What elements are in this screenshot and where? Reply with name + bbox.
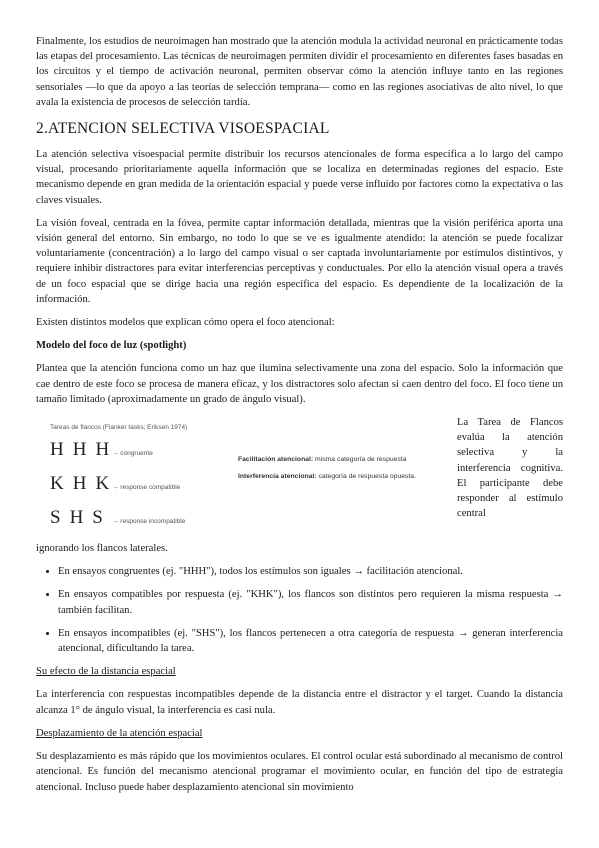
distance-paragraph: La interferencia con respuestas incompatibles depende de la distancia entre el distractor y el target. Cuando la distancia alcanza 1° de ángulo visual, la interferencia es casi nula. <box>36 689 563 716</box>
list-item: • En ensayos incompatibles (ej. "SHS"), los flancos pertenecen a otra categoría de respuesta → generan interferencia atencional, dificultando la tarea. <box>58 626 563 656</box>
figure-letters-incompatible: SHS <box>50 507 112 529</box>
figure-label-congruent: → congruente <box>112 450 153 458</box>
figure-interference-note <box>238 473 416 480</box>
interference-term: Interferencia atencional: <box>238 473 317 481</box>
flanker-side-text: La Tarea de Flancos evalúa la atención selectiva y la interferencia cognitiva. El participante debe responder al estímulo central <box>457 417 563 520</box>
figure-facilitation-note <box>238 456 407 463</box>
paragraph-2: La visión foveal, centrada en la fóvea, permite captar información detallada, mientras que la visión periférica aporta una visión general del entorno. Sin embargo, no todo lo que se ve es igualmente atendido: la atención se puede focalizar voluntariamente (concentración) a lo largo del campo visual o ser captada involuntariamente por estímulos distintivos, y requiere inhibir distractores para evitar interferencias perceptivas y conductuales. Por ello la atención visual opera a través de un foco espacial que se dirige hacia una región específica del espacio. Es dependiente de la localización de la información. <box>36 217 563 305</box>
flanker-side-text-tail: ignorando los flancos laterales. <box>36 543 168 555</box>
flanker-section <box>36 415 563 545</box>
paragraph-4: Plantea que la atención funciona como un haz que ilumina selectivamente una zona del espacio. Solo la información que cae dentro de este foco se procesa de manera eficaz, y los distractores solo afectan si caen dentro del foco. El foco tiene un tamaño limitado (aproximadamente un grado de ángulo visual). <box>36 363 563 405</box>
list-item: • En ensayos compatibles por respuesta (ej. "KHK"), los flancos son distintos pero requieren la misma respuesta → también facilitan. <box>58 587 563 617</box>
shift-heading: Desplazamiento de la atención espacial <box>36 727 203 739</box>
figure-letters-compatible: KHK <box>50 473 119 495</box>
list-item: • En ensayos congruentes (ej. "HHH"), todos los estímulos son iguales → facilitación atencional. <box>58 564 563 579</box>
section-title: 2.ATENCION SELECTIVA VISOESPACIAL <box>36 120 330 138</box>
distance-heading: Su efecto de la distancia espacial <box>36 666 176 678</box>
spotlight-subheading: Modelo del foco de luz (spotlight) <box>36 340 187 352</box>
facilitation-term: Facilitación atencional: <box>238 456 314 464</box>
trial-type-list <box>36 564 563 656</box>
figure-title: Tareas de flancos (Flanker tasks; Eriksen 1974) <box>50 424 188 432</box>
figure-label-compatible: → response compatible <box>112 484 181 492</box>
paragraph-3: Existen distintos modelos que explican cómo opera el foco atencional: <box>36 317 335 329</box>
interference-definition: categoría de respuesta opuesta. <box>316 473 416 481</box>
facilitation-definition: misma categoría de respuesta <box>313 456 407 464</box>
shift-paragraph: Su desplazamiento es más rápido que los movimientos oculares. El control ocular está subordinado al mecanismo de control atencional. Es función del mecanismo atencional programar el movimiento ocular, en función del tipo de estrategia atencional. Incluso puede haber desplazamiento atencional sin movimiento <box>36 751 563 793</box>
figure-label-incompatible: → response incompatible <box>112 518 186 526</box>
paragraph-1: La atención selectiva visoespacial permite distribuir los recursos atencionales de forma específica a lo largo del campo visual, procesando prioritariamente aquella información que se localiza en determinadas regiones del espacio. Este mecanismo depende en gran medida de la orientación espacial y puede verse influido por factores como la expectativa o las claves visuales. <box>36 149 563 206</box>
intro-paragraph: Finalmente, los estudios de neuroimagen han mostrado que la atención modula la actividad neuronal en prácticamente todas las etapas del procesamiento. Las técnicas de neuroimagen permiten dividir el procesamiento en diferentes fases basadas en los circuitos y el tiempo de activación neuronal, permiten observar cómo la atención influye tanto en las regiones sensoriales —lo que da apoyo a las teorías de selección temprana— como en las regiones asociativas de alto nivel, lo que avala la existencia de procesos de selección tardía. <box>36 36 563 108</box>
flanker-figure <box>36 415 456 541</box>
figure-letters-congruent: HHH <box>50 439 119 461</box>
